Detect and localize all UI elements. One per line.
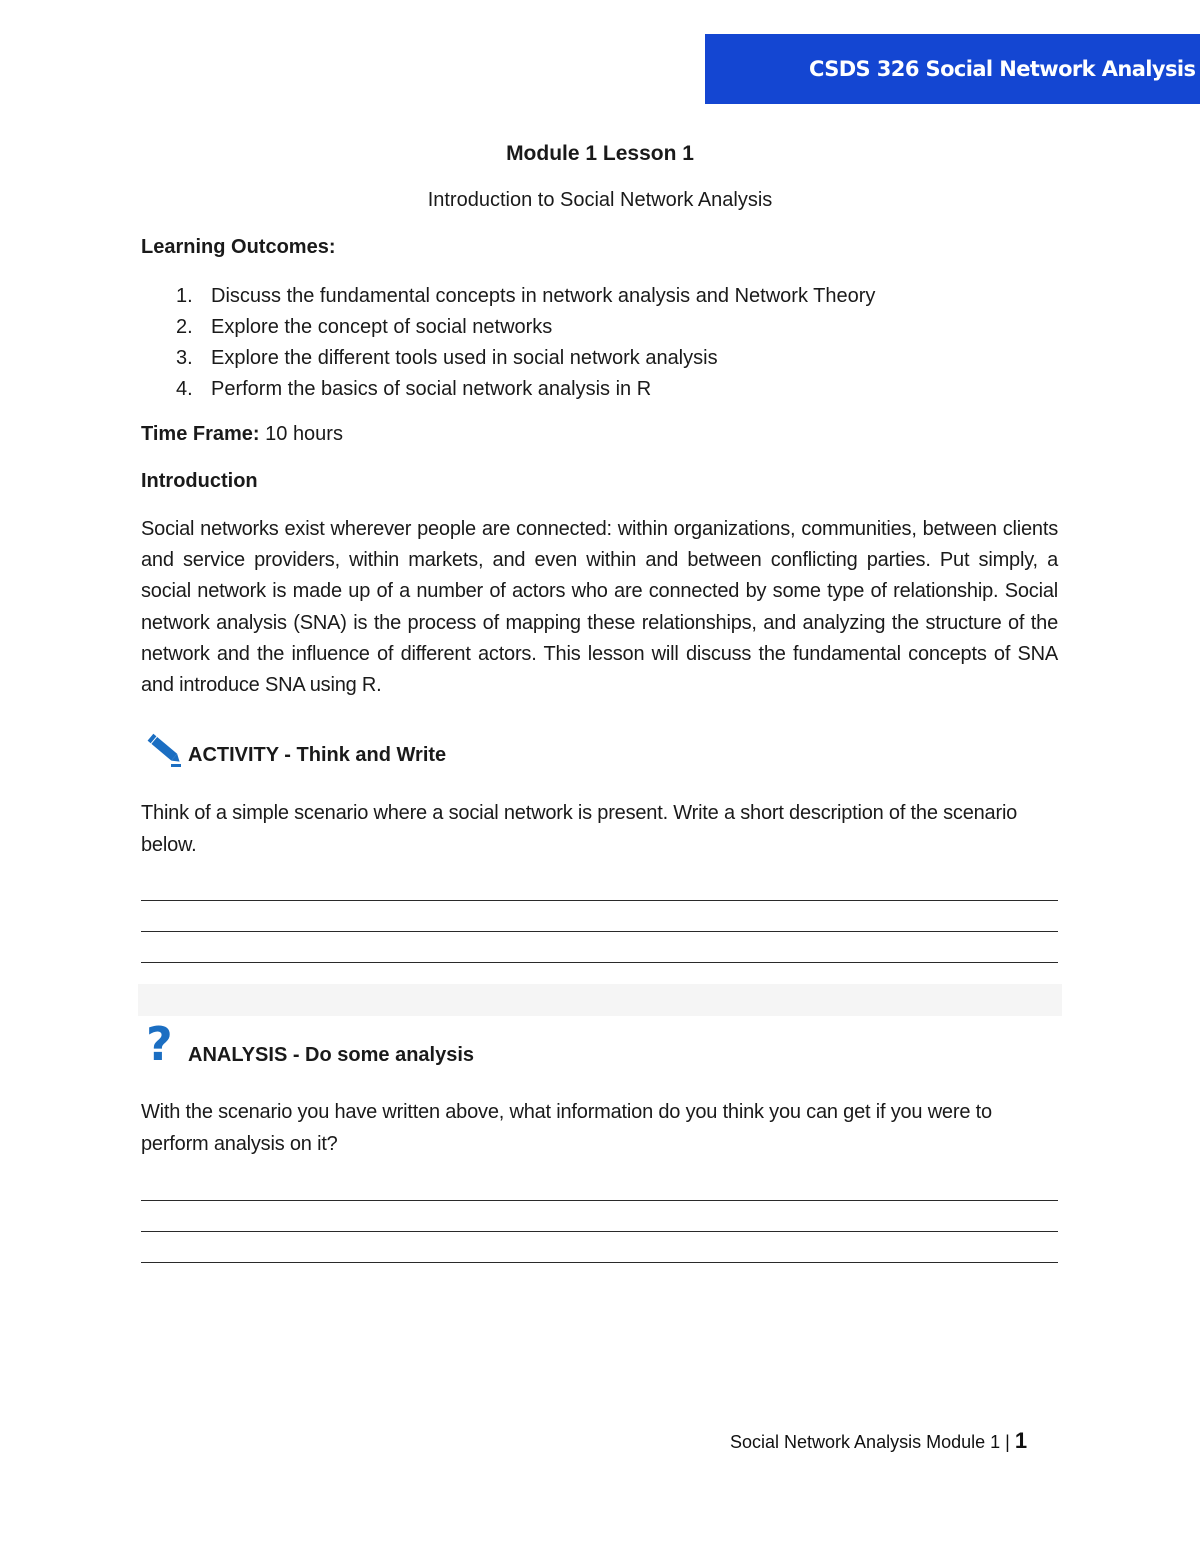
- answer-line[interactable]: [141, 962, 1058, 963]
- list-item: [141, 283, 875, 314]
- footer-text: Social Network Analysis Module 1 |: [730, 1432, 1015, 1452]
- pencil-icon: [143, 732, 183, 768]
- list-item-text: Discuss the fundamental concepts in network analysis and Network Theory: [211, 285, 876, 307]
- answer-line[interactable]: [141, 1200, 1058, 1201]
- answer-line[interactable]: [141, 931, 1058, 932]
- analysis-prompt: With the scenario you have written above, what information do you think you can get if you were to perform analysis on it?: [141, 1101, 992, 1155]
- list-item-text: Perform the basics of social network analysis in R: [211, 378, 652, 400]
- learning-outcomes-list: [141, 283, 875, 407]
- activity-heading: ACTIVITY - Think and Write: [188, 744, 447, 766]
- introduction-paragraph: Social networks exist wherever people are connected: within organizations, communities, between clients and service providers, within markets, and even within and between conflicting parties. Put simply, a social network is made up of a number of actors who are connected by some type of relationship. Social network analysis (SNA) is the process of mapping these relationships, and analyzing the structure of the network and the influence of different actors. This lesson will discuss the fundamental concepts of SNA and introduce SNA using R.: [141, 518, 1058, 697]
- time-frame-label: Time Frame:: [141, 423, 260, 445]
- learning-outcomes-heading: Learning Outcomes:: [141, 236, 336, 258]
- analysis-heading: ANALYSIS - Do some analysis: [188, 1044, 475, 1066]
- list-item-number: 4.: [176, 378, 193, 400]
- answer-line[interactable]: [141, 1262, 1058, 1263]
- list-item-number: 1.: [176, 285, 193, 307]
- question-mark-icon: ?: [146, 1017, 173, 1071]
- list-item-number: 3.: [176, 347, 193, 369]
- list-item-text: Explore the different tools used in social network analysis: [211, 347, 718, 369]
- page-footer: [730, 1428, 1027, 1454]
- module-subtitle: Introduction to Social Network Analysis: [427, 189, 773, 211]
- answer-line[interactable]: [141, 1231, 1058, 1232]
- list-item-text: Explore the concept of social networks: [211, 316, 553, 338]
- list-item: [141, 314, 875, 345]
- answer-line[interactable]: [141, 900, 1058, 901]
- list-item: [141, 376, 875, 407]
- list-item-number: 2.: [176, 316, 193, 338]
- activity-prompt: Think of a simple scenario where a social network is present. Write a short description of the scenario below.: [141, 802, 1018, 856]
- time-frame: [141, 423, 343, 446]
- time-frame-value: 10 hours: [259, 423, 343, 445]
- page-number: 1: [1014, 1428, 1028, 1453]
- shaded-divider: [138, 984, 1062, 1016]
- module-title: Module 1 Lesson 1: [506, 142, 694, 165]
- list-item: [141, 345, 875, 376]
- course-title: CSDS 326 Social Network Analysis: [809, 57, 1196, 81]
- introduction-heading: Introduction: [141, 470, 258, 492]
- course-header-banner: [705, 34, 1200, 104]
